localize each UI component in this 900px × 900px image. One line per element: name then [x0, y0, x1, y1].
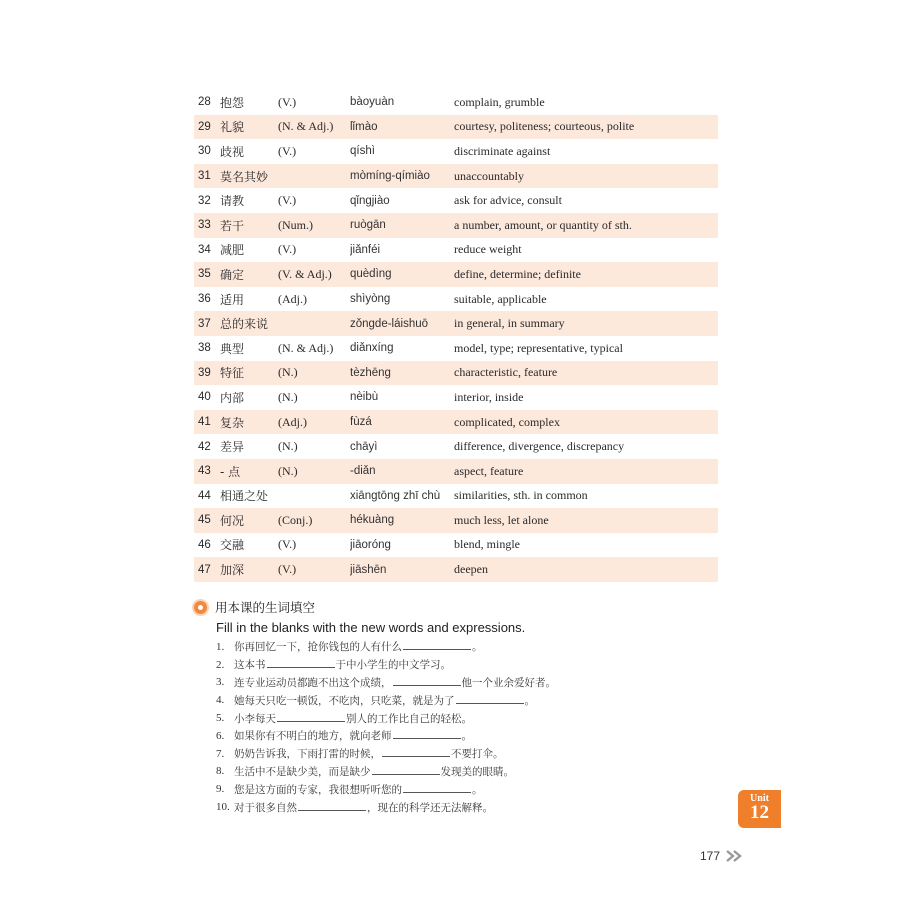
- vocab-pinyin: quèdìng: [350, 268, 392, 281]
- vocab-pinyin: shìyòng: [350, 293, 391, 306]
- vocab-english: difference, divergence, discrepancy: [454, 439, 625, 454]
- vocab-pinyin: hékuàng: [350, 514, 395, 527]
- vocab-pinyin: bàoyuàn: [350, 96, 395, 109]
- vocab-word: 典型: [220, 341, 245, 356]
- vocab-word: 抱怨: [220, 95, 245, 110]
- vocab-number: 32: [198, 194, 211, 207]
- exercise-number: 5.: [216, 712, 225, 725]
- exercise-sentence: [234, 639, 483, 654]
- sentence-after-blank: 别人的工作比自己的轻松。: [346, 712, 472, 725]
- exercise-number: 9.: [216, 783, 225, 796]
- vocab-english: suitable, applicable: [454, 291, 547, 306]
- vocab-pinyin: nèibù: [350, 391, 379, 404]
- sentence-before-blank: 这本书: [234, 659, 266, 672]
- vocab-number: 35: [198, 268, 211, 281]
- page-footer: [700, 849, 744, 863]
- exercise-number: 3.: [216, 676, 225, 689]
- vocab-row: [194, 484, 718, 509]
- vocab-part-of-speech: (V.): [278, 143, 297, 158]
- exercise-sentence: [234, 764, 514, 779]
- vocab-pinyin: lǐmào: [350, 120, 378, 133]
- sentence-before-blank: 您是这方面的专家，我很想听听您的: [234, 783, 402, 796]
- exercise-item: [216, 709, 716, 727]
- vocab-part-of-speech: (V.): [278, 193, 297, 208]
- fill-in-blank[interactable]: [267, 657, 335, 668]
- vocab-number: 34: [198, 243, 211, 256]
- vocab-number: 33: [198, 219, 211, 232]
- vocab-english: a number, amount, or quantity of sth.: [454, 217, 632, 232]
- vocab-english: reduce weight: [454, 242, 522, 257]
- vocab-number: 36: [198, 293, 211, 306]
- gear-bullet-icon: [194, 601, 207, 614]
- vocab-part-of-speech: (N.): [278, 463, 298, 478]
- unit-label: Unit: [750, 793, 769, 804]
- exercise-number: 2.: [216, 658, 225, 671]
- section-heading: [194, 598, 315, 616]
- exercise-list: [216, 638, 716, 816]
- sentence-after-blank: 。: [461, 730, 472, 743]
- exercise-item: [216, 638, 716, 656]
- vocab-number: 45: [198, 514, 211, 527]
- vocab-row: [194, 533, 718, 558]
- fill-in-blank[interactable]: [403, 639, 471, 650]
- vocab-number: 28: [198, 96, 211, 109]
- exercise-sentence: [234, 693, 535, 708]
- vocab-word: 确定: [220, 267, 245, 282]
- vocab-pinyin: fùzá: [350, 416, 372, 429]
- vocab-row: [194, 164, 718, 189]
- vocab-row: [194, 188, 718, 213]
- vocab-english: model, type; representative, typical: [454, 340, 623, 355]
- fill-in-blank[interactable]: [393, 728, 461, 739]
- vocab-table: [194, 90, 718, 582]
- vocab-english: in general, in summary: [454, 316, 565, 331]
- exercise-number: 10.: [216, 801, 230, 814]
- vocab-number: 40: [198, 391, 211, 404]
- exercise-sentence: [234, 711, 472, 726]
- exercise-item: [216, 780, 716, 798]
- fill-in-blank[interactable]: [382, 746, 450, 757]
- vocab-pinyin: -diǎn: [350, 465, 376, 478]
- vocab-row: [194, 508, 718, 533]
- vocab-row: [194, 434, 718, 459]
- vocab-number: 44: [198, 489, 211, 502]
- vocab-row: [194, 238, 718, 263]
- vocab-pinyin: mòmíng-qímiào: [350, 170, 430, 183]
- exercise-sentence: [234, 728, 472, 743]
- vocab-part-of-speech: (V.): [278, 537, 297, 552]
- vocab-number: 38: [198, 342, 211, 355]
- vocab-row: [194, 90, 718, 115]
- section-title-english: Fill in the blanks with the new words and expressions.: [216, 620, 526, 635]
- vocab-english: similarities, sth. in common: [454, 488, 588, 503]
- vocab-part-of-speech: (V. & Adj.): [278, 266, 332, 281]
- vocab-row: [194, 115, 718, 140]
- exercise-item: [216, 798, 716, 816]
- vocab-row: [194, 213, 718, 238]
- double-chevron-right-icon: [726, 850, 744, 862]
- sentence-before-blank: 她每天只吃一顿饭，不吃肉，只吃菜，就是为了: [234, 694, 455, 707]
- vocab-pinyin: chāyì: [350, 440, 378, 453]
- sentence-after-blank: 于中小学生的中文学习。: [335, 659, 451, 672]
- sentence-before-blank: 奶奶告诉我，下雨打雷的时候，: [234, 748, 381, 761]
- vocab-word: 加深: [220, 563, 245, 578]
- vocab-number: 41: [198, 416, 211, 429]
- exercise-sentence: [234, 782, 483, 797]
- section-title-chinese: 用本课的生词填空: [215, 600, 316, 615]
- vocab-english: complicated, complex: [454, 414, 560, 429]
- sentence-after-blank: 。: [472, 783, 483, 796]
- vocab-word: 何况: [220, 513, 245, 528]
- exercise-number: 1.: [216, 640, 225, 653]
- vocab-row: [194, 459, 718, 484]
- vocab-number: 46: [198, 538, 211, 551]
- fill-in-blank[interactable]: [456, 693, 524, 704]
- vocab-word: 特征: [220, 366, 245, 381]
- vocab-pinyin: diǎnxíng: [350, 342, 394, 355]
- exercise-item: [216, 656, 716, 674]
- vocab-word: 减肥: [220, 243, 245, 258]
- vocab-english: unaccountably: [454, 168, 524, 183]
- unit-badge: [738, 790, 781, 828]
- vocab-part-of-speech: (N. & Adj.): [278, 340, 334, 355]
- vocab-part-of-speech: (Adj.): [278, 414, 307, 429]
- vocab-english: interior, inside: [454, 389, 524, 404]
- page-number: 177: [700, 849, 721, 863]
- vocab-word: 歧视: [220, 144, 245, 159]
- unit-number: 12: [750, 802, 769, 823]
- exercise-item: [216, 763, 716, 781]
- exercise-number: 6.: [216, 729, 225, 742]
- vocab-english: much less, let alone: [454, 512, 549, 527]
- vocab-pinyin: jiāshēn: [350, 563, 387, 576]
- vocab-word: 礼貌: [220, 120, 245, 135]
- exercise-item: [216, 674, 716, 692]
- sentence-after-blank: ，现在的科学还无法解释。: [367, 801, 493, 814]
- vocab-row: [194, 139, 718, 164]
- exercise-number: 8.: [216, 765, 225, 778]
- fill-in-blank[interactable]: [298, 800, 366, 811]
- sentence-before-blank: 小李每天: [234, 712, 276, 725]
- vocab-pinyin: jiǎnféi: [350, 243, 381, 256]
- vocab-word: 内部: [220, 390, 245, 405]
- sentence-before-blank: 如果你有不明白的地方，就向老师: [234, 730, 392, 743]
- vocab-part-of-speech: (Adj.): [278, 291, 307, 306]
- sentence-before-blank: 你再回忆一下，抢你钱包的人有什么: [234, 641, 402, 654]
- vocab-number: 39: [198, 366, 211, 379]
- vocab-part-of-speech: (N.): [278, 365, 298, 380]
- vocab-pinyin: xiāngtōng zhī chù: [350, 489, 441, 502]
- sentence-after-blank: 他一个业余爱好者。: [461, 676, 556, 689]
- vocab-word: 总的来说: [220, 317, 269, 332]
- fill-in-blank[interactable]: [393, 675, 461, 686]
- vocab-number: 43: [198, 465, 211, 478]
- vocab-word: 若干: [220, 218, 245, 233]
- vocab-part-of-speech: (V.): [278, 562, 297, 577]
- vocab-row: [194, 557, 718, 582]
- exercise-item: [216, 727, 716, 745]
- vocab-part-of-speech: (N.): [278, 439, 298, 454]
- vocab-row: [194, 311, 718, 336]
- sentence-after-blank: 。: [472, 641, 483, 654]
- vocab-row: [194, 336, 718, 361]
- vocab-pinyin: qǐngjiào: [350, 194, 390, 207]
- vocab-number: 47: [198, 563, 211, 576]
- vocab-part-of-speech: (N.): [278, 389, 298, 404]
- fill-in-blank[interactable]: [403, 782, 471, 793]
- vocab-pinyin: qíshì: [350, 145, 375, 158]
- vocab-row: [194, 385, 718, 410]
- vocab-word: - 点: [220, 464, 241, 479]
- exercise-item: [216, 745, 716, 763]
- exercise-number: 4.: [216, 694, 225, 707]
- sentence-after-blank: 发现美的眼睛。: [440, 765, 514, 778]
- exercise-item: [216, 691, 716, 709]
- vocab-row: [194, 410, 718, 435]
- vocab-number: 31: [198, 170, 211, 183]
- sentence-before-blank: 对于很多自然: [234, 801, 297, 814]
- vocab-english: courtesy, politeness; courteous, polite: [454, 119, 635, 134]
- vocab-pinyin: ruògān: [350, 219, 386, 232]
- vocab-english: discriminate against: [454, 143, 551, 158]
- vocab-row: [194, 287, 718, 312]
- vocab-english: define, determine; definite: [454, 266, 581, 281]
- fill-in-blank[interactable]: [277, 711, 345, 722]
- exercise-sentence: [234, 675, 556, 690]
- vocab-number: 29: [198, 120, 211, 133]
- vocab-number: 37: [198, 317, 211, 330]
- sentence-before-blank: 生活中不是缺少美，而是缺少: [234, 765, 371, 778]
- vocab-pinyin: zǒngde-láishuō: [350, 317, 429, 330]
- exercise-sentence: [234, 800, 493, 815]
- vocab-part-of-speech: (N. & Adj.): [278, 119, 334, 134]
- vocab-row: [194, 361, 718, 386]
- fill-in-blank[interactable]: [372, 764, 440, 775]
- vocab-part-of-speech: (V.): [278, 242, 297, 257]
- sentence-after-blank: 。: [524, 694, 535, 707]
- sentence-after-blank: 不要打伞。: [451, 748, 504, 761]
- vocab-word: 适用: [220, 292, 245, 307]
- vocab-english: characteristic, feature: [454, 365, 558, 380]
- vocab-word: 莫名其妙: [220, 169, 269, 184]
- exercise-sentence: [234, 746, 504, 761]
- vocab-word: 交融: [220, 538, 245, 553]
- vocab-pinyin: jiāoróng: [350, 538, 391, 551]
- vocab-english: ask for advice, consult: [454, 193, 562, 208]
- vocab-part-of-speech: (V.): [278, 94, 297, 109]
- vocab-english: aspect, feature: [454, 463, 524, 478]
- sentence-before-blank: 连专业运动员都跑不出这个成绩，: [234, 676, 392, 689]
- vocab-word: 相通之处: [220, 489, 269, 504]
- vocab-english: deepen: [454, 562, 488, 577]
- vocab-row: [194, 262, 718, 287]
- vocab-part-of-speech: (Num.): [278, 217, 313, 232]
- vocab-english: complain, grumble: [454, 94, 545, 109]
- vocab-word: 复杂: [220, 415, 245, 430]
- vocab-part-of-speech: (Conj.): [278, 512, 313, 527]
- exercise-number: 7.: [216, 747, 225, 760]
- vocab-pinyin: tèzhēng: [350, 366, 391, 379]
- vocab-number: 30: [198, 145, 211, 158]
- exercise-sentence: [234, 657, 451, 672]
- vocab-word: 请教: [220, 194, 245, 209]
- vocab-word: 差异: [220, 440, 245, 455]
- vocab-english: blend, mingle: [454, 537, 520, 552]
- vocab-number: 42: [198, 440, 211, 453]
